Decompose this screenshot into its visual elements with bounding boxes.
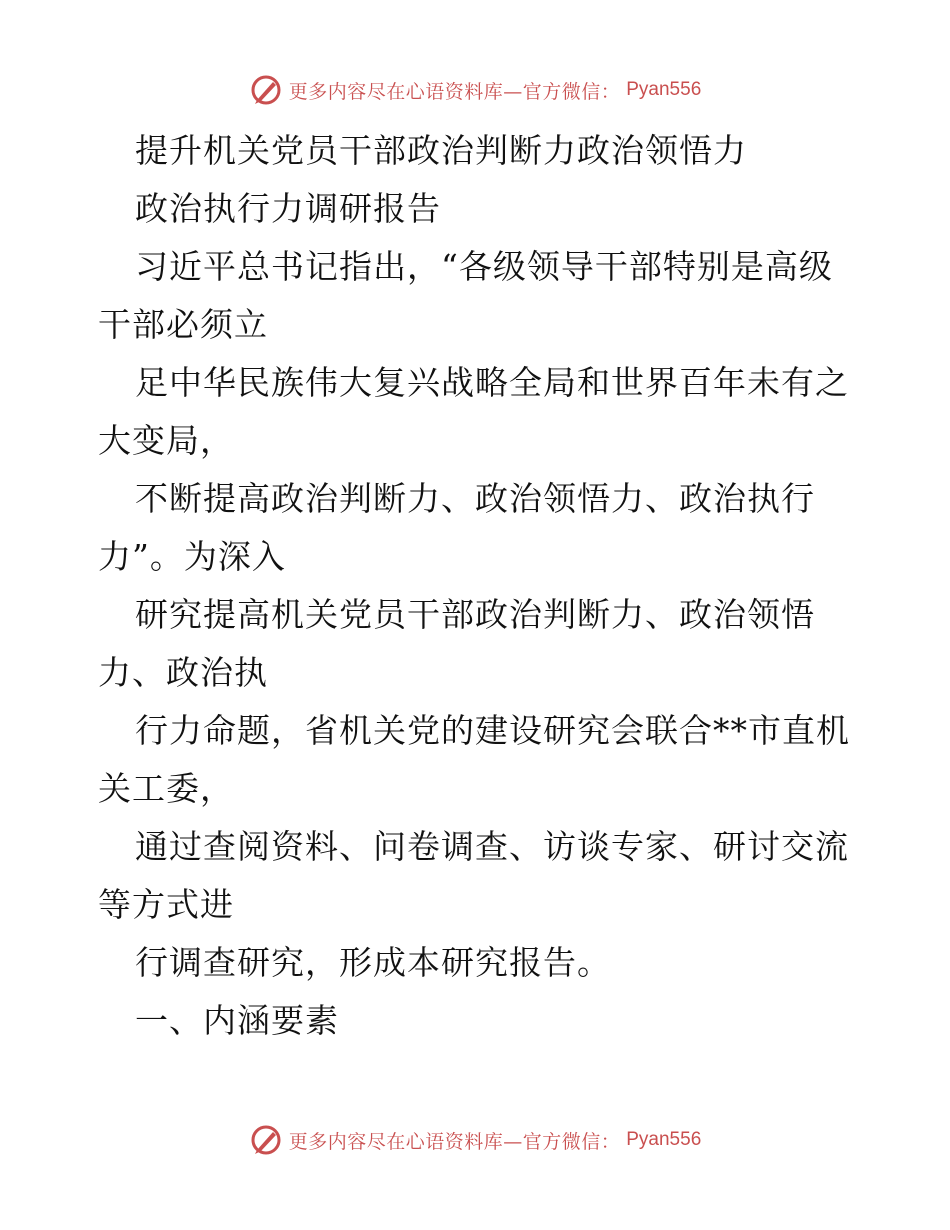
paragraph-line: 足中华民族伟大复兴战略全局和世界百年未有之 <box>135 363 849 402</box>
paragraph-line: 不断提高政治判断力、政治领悟力、政治执行 <box>135 479 815 518</box>
paragraph-line: 等方式进 <box>98 885 234 924</box>
header-banner-inner <box>249 73 702 107</box>
paragraph-line: 干部必须立 <box>98 305 268 344</box>
document-title-line-2: 政治执行力调研报告 <box>135 189 441 228</box>
paragraph-line: 大变局， <box>98 421 234 460</box>
quill-pen-logo-icon <box>249 73 283 107</box>
footer-banner-wechat: Pyan556 <box>626 1129 702 1150</box>
paragraph-line: 习近平总书记指出，“各级领导干部特别是高级 <box>135 247 833 286</box>
header-banner-text: 更多内容尽在心语资料库—官方微信： <box>288 80 621 103</box>
document-body <box>98 122 858 1050</box>
paragraph-line: 通过查阅资料、问卷调查、访谈专家、研讨交流 <box>135 827 849 866</box>
paragraph-line: 行力命题，省机关党的建设研究会联合**市直机 <box>135 711 850 750</box>
paragraph-line: 力”。为深入 <box>98 537 286 576</box>
paragraph-line: 力、政治执 <box>98 653 268 692</box>
paragraph-line: 行调查研究，形成本研究报告。 <box>135 943 611 982</box>
quill-pen-logo-icon <box>249 1123 283 1157</box>
footer-banner <box>0 1120 950 1160</box>
header-banner <box>0 70 950 110</box>
footer-banner-inner <box>249 1123 702 1157</box>
paragraph-line: 研究提高机关党员干部政治判断力、政治领悟 <box>135 595 815 634</box>
header-banner-wechat: Pyan556 <box>626 79 702 100</box>
footer-banner-text: 更多内容尽在心语资料库—官方微信： <box>288 1130 621 1153</box>
section-heading: 一、内涵要素 <box>135 1001 339 1040</box>
paragraph-line: 关工委， <box>98 769 234 808</box>
document-title-line-1: 提升机关党员干部政治判断力政治领悟力 <box>135 131 747 170</box>
